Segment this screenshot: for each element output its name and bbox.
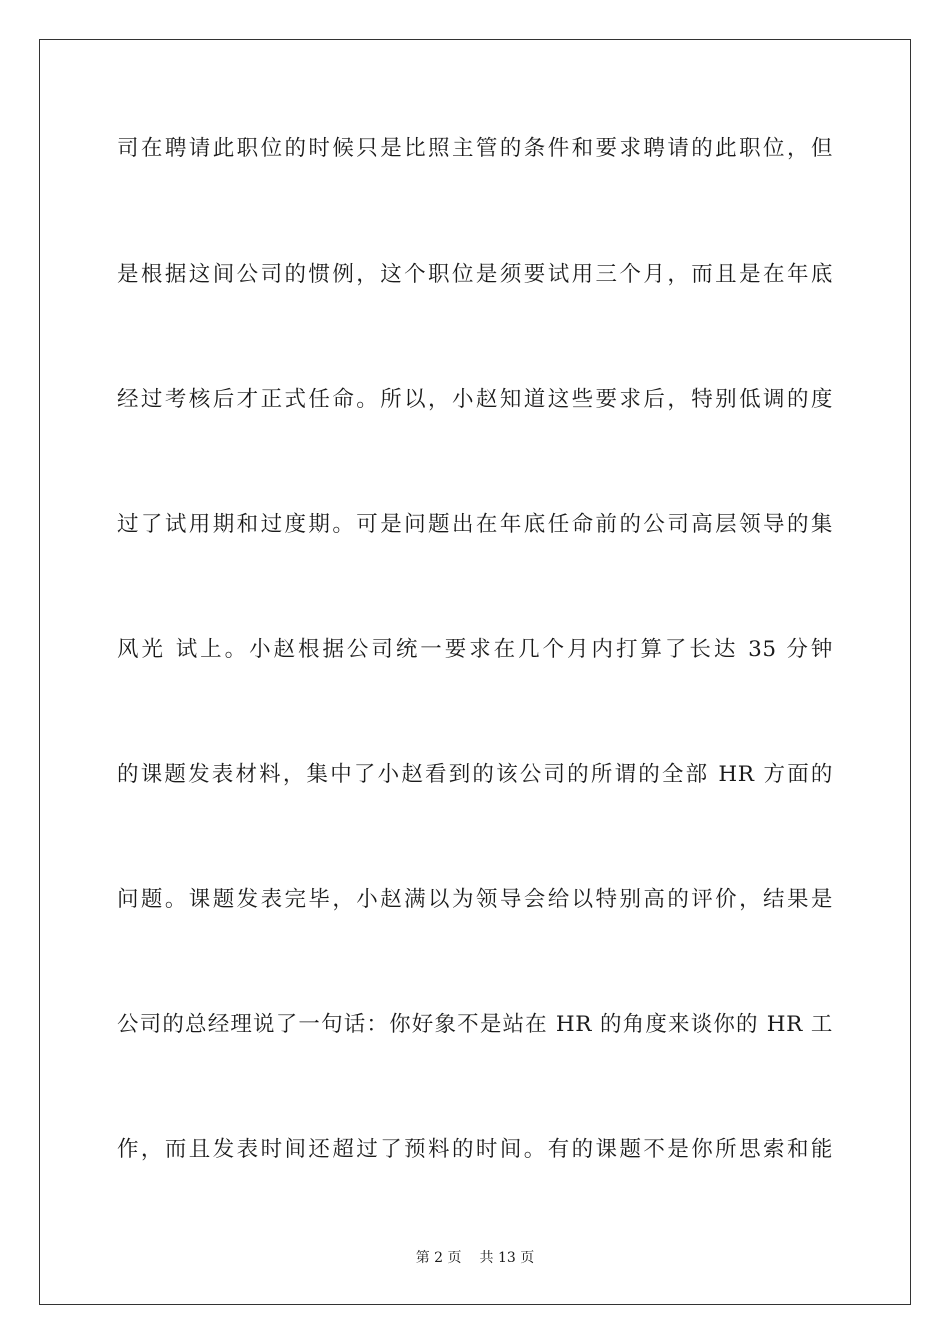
- paragraph-line: 的课题发表材料，集中了小赵看到的该公司的所谓的全部 HR 方面的: [117, 762, 833, 787]
- paragraph-line: 过了试用期和过度期。可是问题出在年底任命前的公司高层领导的集: [117, 512, 833, 537]
- paragraph-line: 问题。课题发表完毕，小赵满以为领导会给以特别高的评价，结果是: [117, 887, 833, 912]
- paragraph-line: 经过考核后才正式任命。所以，小赵知道这些要求后，特别低调的度: [117, 387, 833, 412]
- page-number: 第 2 页: [415, 1250, 462, 1266]
- page-total: 共 13 页: [479, 1250, 535, 1266]
- paragraph-line: 公司的总经理说了一句话：你好象不是站在 HR 的角度来谈你的 HR 工: [117, 1012, 833, 1037]
- page-footer: [0, 1248, 950, 1268]
- paragraph-line: 风光 试上。小赵根据公司统一要求在几个月内打算了长达 35 分钟: [117, 637, 833, 662]
- paragraph-line: 作，而且发表时间还超过了预料的时间。有的课题不是你所思索和能: [117, 1137, 833, 1162]
- paragraph-line: 是根据这间公司的惯例，这个职位是须要试用三个月，而且是在年底: [117, 262, 833, 287]
- paragraph-line: 司在聘请此职位的时候只是比照主管的条件和要求聘请的此职位，但: [117, 136, 833, 161]
- page-border: [39, 39, 911, 1305]
